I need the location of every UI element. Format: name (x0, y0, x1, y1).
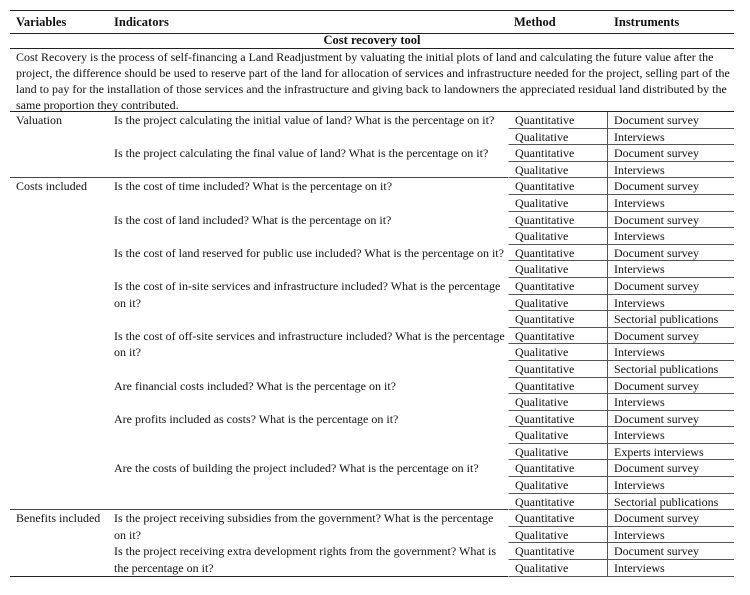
instrument-cell: Interviews (607, 527, 734, 544)
indicator-question: Is the project calculating the initial value of land? What is the percentage on it? (114, 113, 495, 127)
table-header (10, 10, 734, 34)
instrument-cell: Interviews (607, 261, 734, 278)
instrument-cell: Document survey (607, 543, 734, 560)
table-title: Cost recovery tool (10, 33, 734, 49)
method-cell: Qualitative (508, 394, 607, 411)
variable-label: Valuation (16, 113, 62, 127)
method-cell: Quantitative (508, 411, 607, 428)
instrument-cell: Sectorial publications (607, 311, 734, 328)
instrument-cell: Document survey (607, 510, 734, 527)
indicator-grid (10, 112, 734, 577)
method-cell: Qualitative (508, 129, 607, 146)
method-cell: Qualitative (508, 477, 607, 494)
instrument-cell: Document survey (607, 145, 734, 162)
method-cell: Qualitative (508, 560, 607, 577)
header-variables: Variables (16, 15, 67, 29)
instrument-cell: Document survey (607, 278, 734, 295)
instrument-cell: Sectorial publications (607, 494, 734, 511)
method-cell: Quantitative (508, 278, 607, 295)
indicator-question: Is the cost of in-site services and infrastructure included? What is the percentage on it? (114, 278, 501, 310)
instrument-cell: Interviews (607, 195, 734, 212)
instrument-cell: Interviews (607, 344, 734, 361)
method-cell: Quantitative (508, 145, 607, 162)
indicator-question: Are profits included as costs? What is the percentage on it? (114, 411, 399, 426)
method-cell: Quantitative (508, 311, 607, 328)
header-instruments: Instruments (614, 15, 680, 29)
instrument-cell: Document survey (607, 328, 734, 345)
method-cell: Qualitative (508, 427, 607, 444)
instrument-cell: Interviews (607, 162, 734, 179)
indicator-question: Are the costs of building the project included? What is the percentage on it? (114, 461, 479, 476)
method-cell: Qualitative (508, 444, 607, 461)
variable-label: Costs included (16, 179, 87, 194)
instrument-cell: Interviews (607, 477, 734, 494)
instrument-cell: Document survey (607, 178, 734, 195)
instrument-cell: Interviews (607, 129, 734, 146)
method-cell: Quantitative (508, 510, 607, 527)
instrument-cell: Interviews (607, 560, 734, 577)
instrument-cell: Document survey (607, 212, 734, 229)
method-cell: Qualitative (508, 195, 607, 212)
method-cell: Qualitative (508, 527, 607, 544)
method-cell: Qualitative (508, 261, 607, 278)
method-cell: Quantitative (508, 361, 607, 378)
instrument-cell: Interviews (607, 427, 734, 444)
instrument-cell: Document survey (607, 378, 734, 395)
variable-label: Benefits included (16, 511, 101, 526)
indicator-question: Is the project receiving subsidies from the government? What is the percentage on it? (114, 511, 494, 542)
header-method: Method (514, 15, 556, 29)
instrument-cell: Document survey (607, 460, 734, 477)
method-cell: Quantitative (508, 494, 607, 511)
header-indicators: Indicators (114, 15, 169, 29)
method-cell: Qualitative (508, 228, 607, 245)
instrument-cell: Experts interviews (607, 444, 734, 461)
instrument-cell: Interviews (607, 295, 734, 312)
indicator-question: Is the cost of off-site services and infrastructure included? What is the percentage on it? (114, 328, 505, 360)
method-cell: Qualitative (508, 344, 607, 361)
intro-paragraph: Cost Recovery is the process of self-financing a Land Readjustment by valuating the initial plots of land and calculating the future value after the project, the difference should be used to reserve part of the land for allocation of services and infrastructure needed for the project, selling part of the land to pay for the installation of those services and the infrastructure and giving back to landowners the appreciated residual land distributed by the same proportion they contributed. (10, 49, 734, 112)
method-cell: Quantitative (508, 378, 607, 395)
instrument-cell: Document survey (607, 112, 734, 129)
instrument-cell: Interviews (607, 228, 734, 245)
group-separator (10, 576, 508, 577)
instrument-cell: Interviews (607, 394, 734, 411)
method-cell: Quantitative (508, 245, 607, 262)
method-cell: Quantitative (508, 328, 607, 345)
instrument-cell: Document survey (607, 245, 734, 262)
method-cell: Quantitative (508, 460, 607, 477)
indicator-question: Is the cost of land reserved for public use included? What is the percentage on it? (114, 245, 504, 260)
instrument-cell: Document survey (607, 411, 734, 428)
method-cell: Qualitative (508, 162, 607, 179)
method-cell: Quantitative (508, 212, 607, 229)
method-cell: Qualitative (508, 295, 607, 312)
indicator-question: Are financial costs included? What is the percentage on it? (114, 378, 396, 393)
method-cell: Quantitative (508, 543, 607, 560)
indicator-question: Is the project calculating the final value of land? What is the percentage on it? (114, 146, 489, 161)
indicator-question: Is the cost of time included? What is the percentage on it? (114, 179, 393, 194)
method-cell: Quantitative (508, 112, 607, 129)
instrument-cell: Sectorial publications (607, 361, 734, 378)
indicator-question: Is the project receiving extra development rights from the government? What is the percentage on it? (114, 544, 496, 576)
indicator-question: Is the cost of land included? What is the percentage on it? (114, 212, 392, 227)
method-cell: Quantitative (508, 178, 607, 195)
